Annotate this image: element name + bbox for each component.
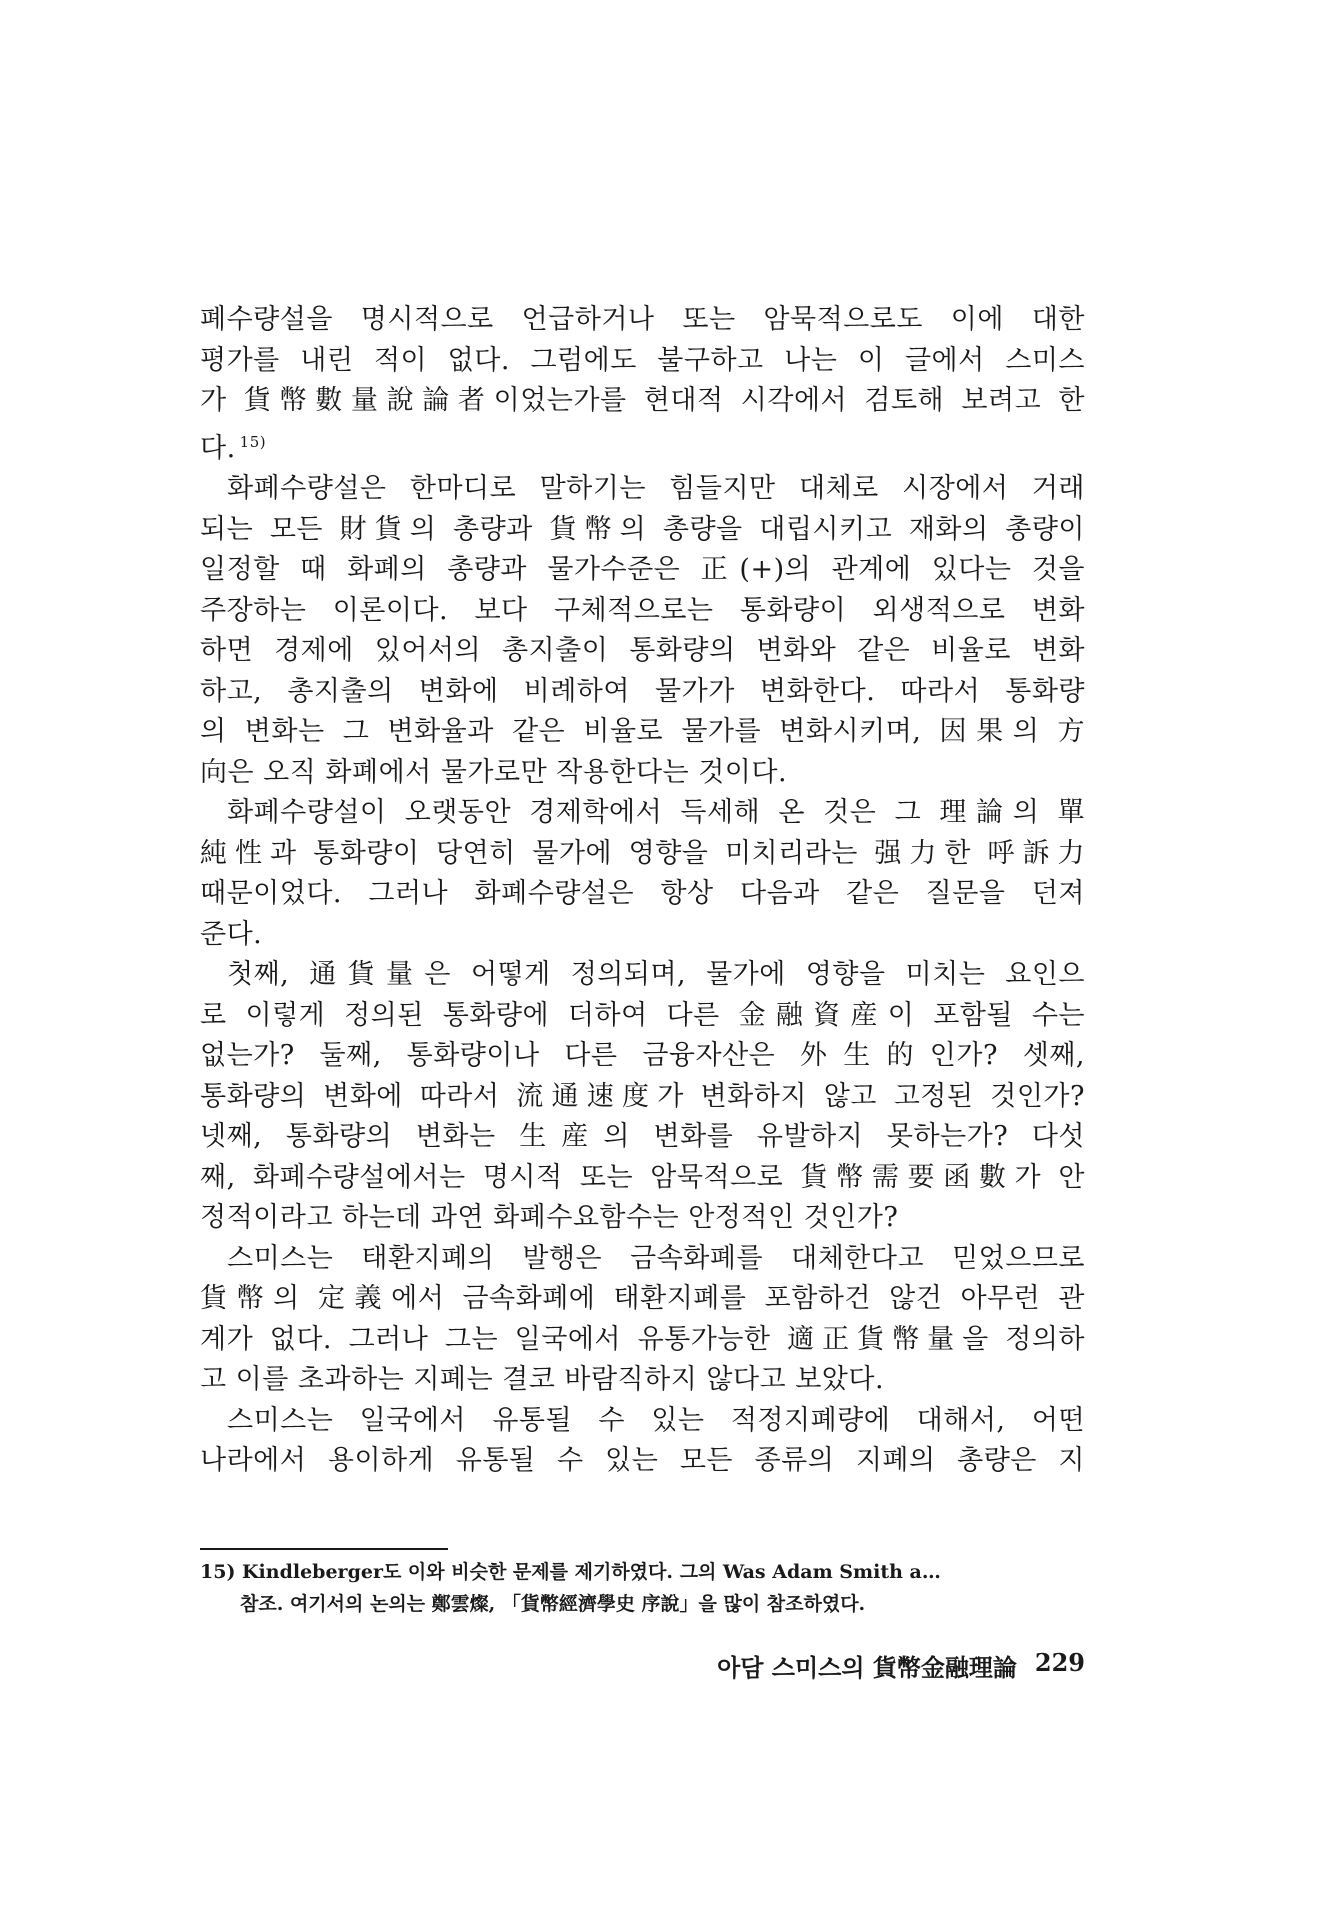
text-line: 통화량의 변화에 따라서 流通速度가 변화하지 않고 고정된 것인가? bbox=[200, 1080, 1085, 1112]
text-line: 純性과 통화량이 당연히 물가에 영향을 미치리라는 强力한 呼訴力 bbox=[200, 837, 1085, 869]
paragraph bbox=[200, 300, 1085, 469]
paragraph bbox=[200, 1239, 1085, 1401]
text-line: 스미스는 일국에서 유통될 수 있는 적정지폐량에 대해서, 어떤 bbox=[227, 1404, 1085, 1436]
footnotes bbox=[200, 1556, 1085, 1620]
text-line: 가 貨幣數量說論者이었는가를 현대적 시각에서 검토해 보려고 한 bbox=[200, 385, 1085, 416]
text-line: 하면 경제에 있어서의 총지출이 통화량의 변화와 같은 비율로 변화 bbox=[200, 635, 1085, 666]
footnote-line: 15) Kindleberger도 이와 비슷한 문제를 제기하였다. 그의 Was Adam Smith a… bbox=[200, 1561, 941, 1583]
text-line: 째, 화폐수량설에서는 명시적 또는 암묵적으로 貨幣需要函數가 안 bbox=[200, 1161, 1085, 1193]
text-line: 하고, 총지출의 변화에 비례하여 물가가 변화한다. 따라서 통화량 bbox=[200, 675, 1085, 707]
text-line: 되는 모든 財貨의 총량과 貨幣의 총량을 대립시키고 재화의 총량이 bbox=[200, 513, 1085, 545]
footnote-divider bbox=[200, 1548, 448, 1550]
text-line: 나라에서 용이하게 유통될 수 있는 모든 종류의 지폐의 총량은 지 bbox=[200, 1445, 1085, 1476]
text-line: 평가를 내린 적이 없다. 그럼에도 불구하고 나는 이 글에서 스미스 bbox=[200, 344, 1085, 376]
footnote-reference: 15) bbox=[239, 432, 267, 451]
body-text bbox=[200, 300, 1085, 1482]
text-line: 로 이렇게 정의된 통화량에 더하여 다른 金融資産이 포함될 수는 bbox=[200, 999, 1085, 1031]
text-line: 주장하는 이론이다. 보다 구체적으로는 통화량이 외생적으로 변화 bbox=[200, 594, 1085, 626]
text-line: 貨幣의 定義에서 금속화폐에 태환지폐를 포함하건 않건 아무런 관 bbox=[200, 1283, 1085, 1314]
text-line: 向은 오직 화폐에서 물가로만 작용한다는 것이다. bbox=[200, 756, 788, 788]
text-line: 고 이를 초과하는 지폐는 결코 바람직하지 않다고 보았다. bbox=[200, 1364, 885, 1395]
text-line: 의 변화는 그 변화율과 같은 비율로 물가를 변화시키며, 因果의 方 bbox=[200, 716, 1085, 747]
text-line bbox=[200, 422, 1085, 470]
text-line: 때문이었다. 그러나 화폐수량설은 항상 다음과 같은 질문을 던져 bbox=[200, 878, 1085, 909]
running-title: 아담 스미스의 貨幣金融理論 bbox=[717, 1653, 1017, 1682]
footnote-line: 참조. 여기서의 논의는 鄭雲燦, 「貨幣經濟學史 序說」을 많이 참조하였다. bbox=[240, 1593, 866, 1615]
text-line: 넷째, 통화량의 변화는 生産의 변화를 유발하지 못하는가? 다섯 bbox=[200, 1121, 1085, 1152]
text-line: 준다. bbox=[200, 918, 263, 950]
text-line: 일정할 때 화폐의 총량과 물가수준은 正(+)의 관계에 있다는 것을 bbox=[200, 554, 1085, 585]
text-line: 계가 없다. 그러나 그는 일국에서 유통가능한 適正貨幣量을 정의하 bbox=[200, 1323, 1085, 1355]
text-line: 첫째, 通貨量은 어떻게 정의되며, 물가에 영향을 미치는 요인으 bbox=[227, 959, 1085, 990]
text-line: 폐수량설을 명시적으로 언급하거나 또는 암묵적으로도 이에 대한 bbox=[200, 304, 1085, 335]
text-line: 없는가? 둘째, 통화량이나 다른 금융자산은 外生的인가? 셋째, bbox=[200, 1040, 1085, 1071]
paragraph bbox=[200, 955, 1085, 1239]
page-number: 229 bbox=[1034, 1648, 1085, 1677]
text-line-content: 다. bbox=[200, 432, 236, 464]
text-line: 화폐수량설은 한마디로 말하기는 힘들지만 대체로 시장에서 거래 bbox=[227, 473, 1085, 504]
text-line: 스미스는 태환지폐의 발행은 금속화폐를 대체한다고 믿었으므로 bbox=[227, 1242, 1085, 1274]
paragraph bbox=[200, 793, 1085, 955]
running-footer bbox=[665, 1648, 1085, 1683]
paragraph bbox=[200, 1401, 1085, 1482]
paragraph bbox=[200, 469, 1085, 793]
text-line: 정적이라고 하는데 과연 화폐수요함수는 안정적인 것인가? bbox=[200, 1202, 899, 1233]
text-line: 화폐수량설이 오랫동안 경제학에서 득세해 온 것은 그 理論의 單 bbox=[227, 797, 1085, 828]
